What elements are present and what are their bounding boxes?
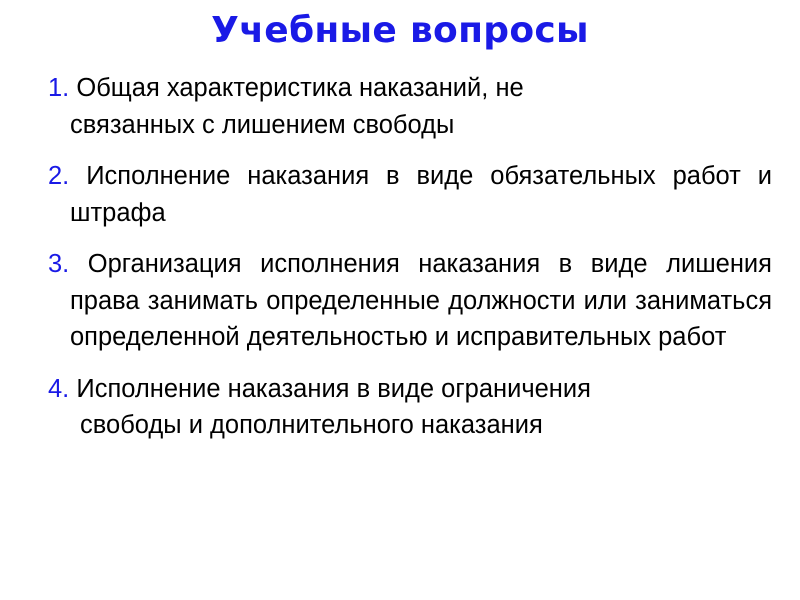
questions-list <box>48 70 772 459</box>
slide-title: Учебные вопросы <box>211 10 589 51</box>
item-number-1: 1. <box>48 74 70 102</box>
item-number-3: 3. <box>48 250 70 278</box>
list-item-2 <box>48 158 772 231</box>
item-text-4-line1: Исполнение наказания в виде ограничения <box>69 374 591 403</box>
item-number-4: 4. <box>48 374 70 403</box>
item-text-4-line2: свободы и дополнительного наказания <box>80 411 543 439</box>
item-text-1-line1: Общая характеристика наказаний, не <box>69 74 524 102</box>
item-number-2: 2. <box>48 162 70 190</box>
item-text-1-line2: связанных с лишением свободы <box>70 110 455 139</box>
item-text-2: Исполнение наказания в виде обязательных работ и штрафа <box>69 162 772 227</box>
item-text-3: Организация исполнения наказания в виде лишения права занимать определенные должности или заниматься определенной деятельностью и исправительных работ <box>69 250 772 351</box>
list-item-4 <box>48 371 772 444</box>
list-item-1 <box>48 70 772 143</box>
list-item-3 <box>48 246 772 356</box>
